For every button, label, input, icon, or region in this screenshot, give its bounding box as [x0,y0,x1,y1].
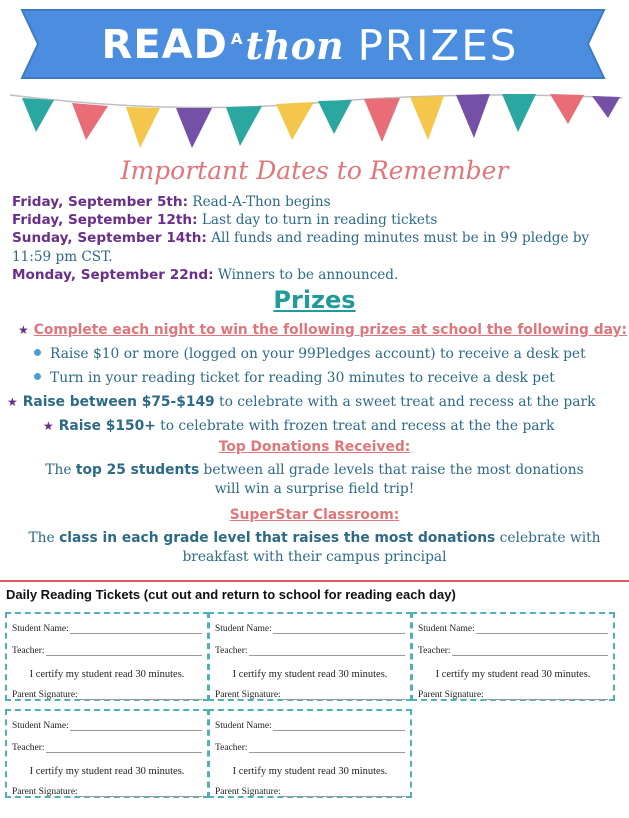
superstar-text: The class in each grade level that raises the most donations celebrate with breakfast with their campus principal [28,530,601,565]
teacher-field[interactable]: Teacher: [12,646,202,656]
student-name-field[interactable]: Student Name: [12,721,202,731]
parent-signature-field[interactable]: Parent Signature: [12,787,202,797]
top-donations-bold: top 25 students [75,462,200,478]
teacher-field[interactable]: Teacher: [418,646,608,656]
reading-ticket[interactable] [411,612,615,701]
date-label: Monday, September 22nd: [12,266,214,283]
parent-signature-field[interactable]: Parent Signature: [215,690,405,700]
prize-bullet-1 [34,346,586,362]
bullet-icon [34,373,41,380]
student-name-field[interactable]: Student Name: [12,624,202,634]
star-icon: ★ [43,419,54,433]
date-text: Read-A-Thon begins [188,194,331,210]
date-text: All funds and reading minutes must be in 99 pledge by 11:59 pm CST. [12,230,590,265]
pennant-flags [22,94,620,148]
bullet-text: Raise $10 or more (logged on your 99Pledges account) to receive a desk pet [50,346,586,362]
header-banner [0,0,629,160]
date-item [12,266,622,284]
reading-ticket[interactable] [5,612,209,701]
nightly-line [18,322,627,338]
superstar-bold: class in each grade level that raises the most donations [59,530,496,546]
tier-bold: Raise $150+ [58,418,156,434]
tier-bold: Raise between $75-$149 [22,394,215,410]
prize-bullet-2 [34,370,555,386]
date-item [12,229,622,265]
page-title [60,14,560,76]
prizes-heading: Prizes [273,286,356,314]
reading-ticket[interactable] [5,709,209,798]
student-name-field[interactable]: Student Name: [418,624,608,634]
top-donations-heading: Top Donations Received: [218,439,411,455]
reading-ticket[interactable] [208,612,412,701]
reading-ticket[interactable] [208,709,412,798]
bullet-icon [34,349,41,356]
star-icon: ★ [7,395,18,409]
superstar-heading: SuperStar Classroom: [229,507,400,523]
date-label: Friday, September 5th: [12,194,189,210]
tickets-heading: Daily Reading Tickets (cut out and return to school for reading each day) [6,587,456,602]
parent-signature-field[interactable]: Parent Signature: [418,690,608,700]
title-a: A [230,30,243,48]
divider [0,580,629,582]
certify-text: I certify my student read 30 minutes. [29,766,185,777]
title-thon: thon [245,22,344,68]
prize-tier-1 [7,394,595,410]
teacher-field[interactable]: Teacher: [215,743,405,753]
parent-signature-field[interactable]: Parent Signature: [12,690,202,700]
date-label: Sunday, September 14th: [12,230,207,247]
title-prizes: PRIZES [357,20,519,70]
teacher-field[interactable]: Teacher: [215,646,405,656]
star-icon: ★ [18,323,29,337]
certify-text: I certify my student read 30 minutes. [435,669,591,680]
dates-list [12,193,622,284]
parent-signature-field[interactable]: Parent Signature: [215,787,405,797]
student-name-field[interactable]: Student Name: [215,624,405,634]
top-donations-text: The top 25 students between all grade levels that raise the most donations will win a surprise field trip! [45,462,584,497]
date-text: Winners to be announced. [213,266,399,283]
dates-heading: Important Dates to Remember [120,156,509,185]
certify-text: I certify my student read 30 minutes. [232,669,388,680]
date-label: Friday, September 12th: [12,212,198,229]
certify-text: I certify my student read 30 minutes. [232,766,388,777]
bullet-text: Turn in your reading ticket for reading 30 minutes to receive a desk pet [50,370,555,386]
tier-text: to celebrate with a sweet treat and recess at the park [214,394,596,410]
date-item [12,193,622,211]
title-read: READ [101,22,228,68]
tier-text: to celebrate with frozen treat and recess at the the park [155,418,555,434]
certify-text: I certify my student read 30 minutes. [29,669,185,680]
date-text: Last day to turn in reading tickets [197,212,438,229]
nightly-heading: Complete each night to win the following prizes at school the following day: [33,322,628,338]
date-item [12,211,622,229]
prize-tier-2 [43,418,554,434]
student-name-field[interactable]: Student Name: [215,721,405,731]
teacher-field[interactable]: Teacher: [12,743,202,753]
